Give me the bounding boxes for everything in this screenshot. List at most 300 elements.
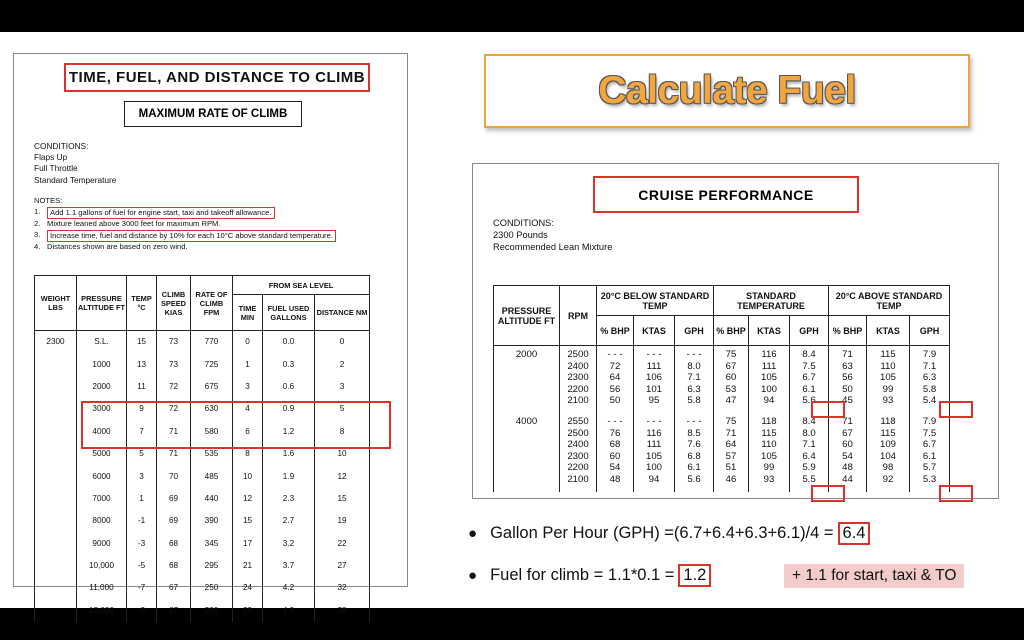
climb-rows-highlight	[81, 401, 391, 449]
table-cell	[560, 413, 597, 492]
table-cell: 2.3	[263, 487, 315, 509]
table-cell: 72	[157, 398, 191, 420]
climb-note-number: 4.	[34, 242, 41, 252]
table-cell: 200	[191, 599, 233, 621]
table-value: 5.7	[922, 462, 937, 474]
slide	[0, 32, 1024, 615]
climb-chart-subtitle: MAXIMUM RATE OF CLIMB	[124, 101, 302, 127]
table-cell	[675, 413, 714, 492]
climb-fuel-formula-text: Fuel for climb = 1.1*0.1 =	[490, 566, 675, 584]
table-cell: 8	[233, 442, 263, 464]
table-value: 111	[646, 360, 662, 372]
table-value: 94	[648, 473, 660, 485]
table-cell: 1	[233, 353, 263, 375]
col-header-gph: GPH	[790, 316, 829, 346]
table-cell: 19	[315, 510, 370, 532]
table-cell: -9	[127, 599, 157, 621]
table-cell: 10	[233, 465, 263, 487]
table-cell	[634, 413, 675, 492]
table-cell: 6000	[77, 465, 127, 487]
table-value: 71	[725, 427, 737, 439]
col-header-ktas: KTAS	[867, 316, 910, 346]
table-value: 72	[609, 360, 621, 372]
bullet-icon: ●	[468, 525, 478, 542]
table-value: 115	[761, 427, 777, 439]
col-header-ktas: KTAS	[634, 316, 675, 346]
table-cell: 15	[233, 510, 263, 532]
table-value: 99	[882, 383, 894, 395]
table-value: 71	[842, 415, 853, 427]
table-cell: -3	[127, 532, 157, 554]
table-cell	[560, 346, 597, 413]
table-cell: 13	[127, 353, 157, 375]
col-header-climb-speed: CLIMB SPEED KIAS	[157, 276, 191, 331]
table-cell	[35, 532, 77, 554]
gph-highlight-above-2000	[939, 401, 973, 418]
table-cell	[35, 510, 77, 532]
table-value: 53	[725, 383, 737, 395]
table-value: 57	[725, 450, 737, 462]
col-header-altitude: PRESSURE ALTITUDE FT	[494, 286, 560, 346]
climb-note-number: 2.	[34, 219, 41, 229]
climb-fuel-formula	[468, 564, 711, 587]
table-value: 109	[879, 439, 896, 451]
table-cell: 1.6	[263, 442, 315, 464]
table-cell: 580	[191, 420, 233, 442]
table-cell: 11,000	[77, 577, 127, 599]
table-cell: 0.0	[263, 331, 315, 353]
climb-notes-label: NOTES:	[34, 196, 63, 205]
table-cell: 17	[233, 532, 263, 554]
table-value: 68	[609, 439, 621, 451]
table-cell: 1.2	[263, 420, 315, 442]
table-cell: 12,000	[77, 599, 127, 621]
table-value: 116	[646, 427, 662, 439]
table-cell: 8	[315, 420, 370, 442]
table-value: 5.5	[802, 473, 816, 485]
table-value: 2550	[567, 415, 589, 427]
table-row	[35, 487, 370, 509]
table-value: - - -	[646, 415, 662, 427]
table-value: 99	[763, 462, 775, 474]
table-cell: 0	[233, 331, 263, 353]
table-value: 50	[842, 383, 853, 395]
table-value: 93	[763, 473, 775, 485]
table-cell: 535	[191, 442, 233, 464]
climb-note-number: 3.	[34, 229, 41, 239]
table-cell: 24	[233, 577, 263, 599]
climb-note	[34, 219, 404, 230]
table-cell	[749, 346, 790, 413]
table-cell: 9	[127, 398, 157, 420]
table-value: 63	[842, 360, 853, 372]
table-value: 7.6	[687, 439, 701, 451]
col-header-bhp: % BHP	[829, 316, 867, 346]
table-cell	[829, 413, 867, 492]
table-value: 48	[609, 473, 621, 485]
table-value: 98	[882, 462, 894, 474]
table-row	[35, 554, 370, 576]
gph-highlight-above-4000	[939, 485, 973, 502]
table-cell	[35, 554, 77, 576]
startup-fuel-note: + 1.1 for start, taxi & TO	[784, 564, 964, 588]
table-value: 64	[609, 372, 621, 384]
table-cell: 2	[315, 353, 370, 375]
table-cell: 21	[233, 554, 263, 576]
table-value: 54	[842, 450, 853, 462]
climb-note-text: Mixture leaned above 3000 feet for maximum RPM.	[47, 219, 221, 229]
table-value: 5.3	[922, 473, 937, 485]
table-value: 101	[645, 383, 662, 395]
table-value: 104	[879, 450, 896, 462]
table-value: 111	[761, 360, 777, 372]
col-group-standard: STANDARD TEMPERATURE	[714, 286, 829, 316]
table-value: 92	[882, 473, 894, 485]
table-row	[35, 375, 370, 397]
table-cell	[35, 442, 77, 464]
table-value: 2300	[567, 372, 589, 384]
table-cell	[35, 599, 77, 621]
table-cell: 11	[127, 375, 157, 397]
table-value: 75	[725, 415, 737, 427]
table-cell: 69	[157, 510, 191, 532]
bullet-icon: ●	[468, 567, 478, 584]
col-header-altitude: PRESSURE ALTITUDE FT	[77, 276, 127, 331]
table-cell: 72	[157, 375, 191, 397]
table-value: 2100	[567, 473, 589, 485]
climb-note	[34, 207, 404, 220]
table-cell: 70	[157, 465, 191, 487]
table-cell: 485	[191, 465, 233, 487]
table-value: 50	[609, 395, 621, 407]
table-value: 105	[645, 450, 662, 462]
table-value: 67	[842, 427, 853, 439]
table-value: - - -	[607, 349, 623, 360]
table-cell: 69	[157, 487, 191, 509]
col-group-from-sea-level: FROM SEA LEVEL	[233, 276, 370, 295]
table-row	[35, 353, 370, 375]
table-value: 46	[725, 473, 737, 485]
table-value: 2400	[567, 360, 589, 372]
col-header-distance: DISTANCE NM	[315, 295, 370, 331]
table-value: 7.1	[687, 372, 701, 384]
table-value: 60	[725, 372, 737, 384]
table-value: 100	[645, 462, 662, 474]
table-value: - - -	[607, 415, 623, 427]
table-cell: 22	[315, 532, 370, 554]
table-value: 56	[609, 383, 621, 395]
table-value: 67	[725, 360, 737, 372]
table-value: - - -	[646, 349, 662, 360]
table-row	[35, 532, 370, 554]
table-cell: 27	[315, 554, 370, 576]
col-header-ktas: KTAS	[749, 316, 790, 346]
table-cell	[35, 398, 77, 420]
table-value: 6.3	[922, 372, 937, 384]
climb-note-text: Increase time, fuel and distance by 10% for each 10°C above standard temperature.	[47, 230, 336, 243]
table-value: 116	[761, 349, 777, 360]
table-value: 44	[842, 473, 853, 485]
table-cell: 3	[315, 375, 370, 397]
table-value: 7.9	[922, 415, 937, 427]
table-value: 8.4	[802, 349, 816, 360]
table-cell: 250	[191, 577, 233, 599]
table-value: 7.1	[922, 360, 937, 372]
table-cell: 0.6	[263, 375, 315, 397]
table-value: 2200	[567, 462, 589, 474]
table-cell: 5	[127, 442, 157, 464]
table-row-group	[494, 346, 950, 413]
table-cell: 1.9	[263, 465, 315, 487]
table-value: 94	[763, 395, 775, 407]
table-cell	[749, 413, 790, 492]
table-cell: 4.9	[263, 599, 315, 621]
table-cell: 2.7	[263, 510, 315, 532]
table-value: 2200	[567, 383, 589, 395]
table-cell: 12	[233, 487, 263, 509]
table-row	[35, 599, 370, 621]
table-value: 48	[842, 462, 853, 474]
table-cell: 15	[315, 487, 370, 509]
table-value: 5.6	[802, 395, 816, 407]
table-row-group	[494, 413, 950, 492]
table-cell: S.L.	[77, 331, 127, 353]
table-cell	[35, 420, 77, 442]
table-value: 93	[882, 395, 894, 407]
gph-formula-text: Gallon Per Hour (GPH) =(6.7+6.4+6.3+6.1)/4 =	[490, 524, 834, 542]
table-cell: 1	[127, 487, 157, 509]
table-cell: 15	[127, 331, 157, 353]
table-cell	[35, 375, 77, 397]
climb-chart-document	[13, 53, 408, 615]
table-value: 5.8	[687, 395, 701, 407]
table-cell: 32	[315, 577, 370, 599]
table-cell: 3000	[77, 398, 127, 420]
table-value: 105	[760, 450, 777, 462]
table-cell: -1	[127, 510, 157, 532]
climb-conditions	[34, 141, 116, 186]
table-cell: 10,000	[77, 554, 127, 576]
table-cell: 390	[191, 510, 233, 532]
table-cell: 5	[315, 398, 370, 420]
table-cell: 4000	[77, 420, 127, 442]
climb-condition-item: Standard Temperature	[34, 174, 117, 185]
table-cell	[675, 346, 714, 413]
table-value: 60	[609, 450, 621, 462]
climb-condition-item: Flaps Up	[34, 152, 68, 163]
table-value: 95	[648, 395, 660, 407]
table-value: 115	[880, 349, 896, 360]
table-value: 5.4	[922, 395, 937, 407]
table-cell: 3.2	[263, 532, 315, 554]
table-value: 2500	[567, 427, 589, 439]
cruise-condition-item: Recommended Lean Mixture	[493, 242, 613, 252]
gph-highlight-std-4000	[811, 485, 845, 502]
table-value: 7.5	[922, 427, 937, 439]
table-value: 8.0	[687, 360, 701, 372]
table-value: 47	[725, 395, 737, 407]
table-value: 106	[645, 372, 662, 384]
table-cell: 630	[191, 398, 233, 420]
table-value: - - -	[686, 349, 702, 360]
table-row	[35, 331, 370, 353]
table-cell: -5	[127, 554, 157, 576]
table-cell	[35, 465, 77, 487]
table-value: 2400	[567, 439, 589, 451]
table-value: 6.7	[802, 372, 816, 384]
table-value: 105	[879, 372, 896, 384]
col-header-gph: GPH	[910, 316, 950, 346]
slide-title: Calculate Fuel	[598, 69, 856, 112]
col-header-rate: RATE OF CLIMB FPM	[191, 276, 233, 331]
climb-note-text: Distances shown are based on zero wind.	[47, 242, 188, 252]
table-cell	[35, 353, 77, 375]
gph-highlight-std-2000	[811, 401, 845, 418]
gph-formula	[468, 522, 870, 545]
table-value: - - -	[686, 415, 702, 427]
cruise-conditions-label: CONDITIONS:	[493, 218, 554, 228]
table-cell: 2000	[77, 375, 127, 397]
climb-note	[34, 230, 404, 243]
table-cell: 7000	[77, 487, 127, 509]
table-cell	[867, 413, 910, 492]
table-value: 71	[842, 349, 853, 360]
table-cell: 8000	[77, 510, 127, 532]
table-value: 110	[761, 439, 777, 451]
table-value: 64	[725, 439, 737, 451]
col-header-weight: WEIGHT LBS	[35, 276, 77, 331]
table-value: 105	[760, 372, 777, 384]
gph-answer: 6.4	[838, 522, 871, 545]
table-value: 56	[842, 372, 853, 384]
col-group-below-standard: 20°C BELOW STANDARD TEMP	[597, 286, 714, 316]
table-cell: 0	[315, 331, 370, 353]
table-cell: 38	[315, 599, 370, 621]
table-value: 7.9	[922, 349, 937, 360]
table-value: 6.1	[687, 462, 701, 474]
table-value: 6.8	[687, 450, 701, 462]
table-value: 5.9	[802, 462, 816, 474]
table-value: 8.0	[802, 427, 816, 439]
table-cell: 345	[191, 532, 233, 554]
col-header-temp: TEMP °C	[127, 276, 157, 331]
col-header-bhp: % BHP	[714, 316, 749, 346]
cruise-table	[493, 285, 950, 492]
cruise-condition-item: 2300 Pounds	[493, 230, 548, 240]
table-value: 76	[609, 427, 621, 439]
climb-fuel-answer: 1.2	[678, 564, 711, 587]
table-cell	[597, 413, 634, 492]
table-cell: 7	[127, 420, 157, 442]
table-cell	[35, 577, 77, 599]
table-cell: 295	[191, 554, 233, 576]
table-value: 118	[761, 415, 777, 427]
col-header-time: TIME MIN	[233, 295, 263, 331]
col-header-gph: GPH	[675, 316, 714, 346]
table-cell: 725	[191, 353, 233, 375]
table-value: 2300	[567, 450, 589, 462]
table-cell: 440	[191, 487, 233, 509]
table-cell: 3	[233, 375, 263, 397]
table-value: 8.4	[802, 415, 816, 427]
table-cell: 9000	[77, 532, 127, 554]
table-value: 110	[880, 360, 896, 372]
table-value: 51	[725, 462, 737, 474]
table-cell: 71	[157, 442, 191, 464]
table-cell: 1000	[77, 353, 127, 375]
table-value: 111	[646, 439, 662, 451]
table-value: 5.8	[922, 383, 937, 395]
table-row	[35, 510, 370, 532]
table-value: 60	[842, 439, 853, 451]
col-header-bhp: % BHP	[597, 316, 634, 346]
table-cell	[910, 413, 950, 492]
table-cell: 67	[157, 599, 191, 621]
table-value: 54	[609, 462, 621, 474]
table-value: 6.7	[922, 439, 937, 451]
table-cell	[714, 413, 749, 492]
table-value: 118	[880, 415, 896, 427]
table-cell: 73	[157, 353, 191, 375]
table-value: 6.4	[802, 450, 816, 462]
table-value: 7.1	[802, 439, 816, 451]
table-value: 115	[880, 427, 896, 439]
cruise-chart-title: CRUISE PERFORMANCE	[593, 176, 859, 213]
table-value: 2100	[567, 395, 589, 407]
table-value: 6.1	[922, 450, 937, 462]
table-cell: 73	[157, 331, 191, 353]
table-value: 100	[760, 383, 777, 395]
table-value: 5.6	[687, 473, 701, 485]
table-cell: 2300	[35, 331, 77, 353]
table-cell	[35, 487, 77, 509]
table-cell: 0.3	[263, 353, 315, 375]
climb-conditions-label: CONDITIONS:	[34, 141, 89, 151]
table-value: 45	[842, 395, 853, 407]
climb-note-number: 1.	[34, 206, 41, 216]
table-cell: 0.9	[263, 398, 315, 420]
table-cell: -7	[127, 577, 157, 599]
table-value: 8.5	[687, 427, 701, 439]
table-cell: 67	[157, 577, 191, 599]
table-cell: 29	[233, 599, 263, 621]
climb-note-text: Add 1.1 gallons of fuel for engine start, taxi and takeoff allowance.	[47, 207, 275, 220]
table-cell	[634, 346, 675, 413]
table-row	[35, 577, 370, 599]
col-header-fuel: FUEL USED GALLONS	[263, 295, 315, 331]
table-cell: 68	[157, 554, 191, 576]
table-cell: 4	[233, 398, 263, 420]
table-cell	[597, 346, 634, 413]
table-cell: 675	[191, 375, 233, 397]
table-cell: 3.7	[263, 554, 315, 576]
col-group-above-standard: 20°C ABOVE STANDARD TEMP	[829, 286, 950, 316]
cruise-chart-document	[472, 163, 999, 499]
table-cell: 3	[127, 465, 157, 487]
climb-chart-title: TIME, FUEL, AND DISTANCE TO CLIMB	[64, 63, 370, 92]
table-cell-altitude: 2000	[494, 346, 560, 413]
table-cell: 6	[233, 420, 263, 442]
table-cell: 12	[315, 465, 370, 487]
climb-note	[34, 242, 404, 253]
table-row	[35, 465, 370, 487]
table-cell	[790, 413, 829, 492]
table-value: 6.1	[802, 383, 816, 395]
table-cell: 4.2	[263, 577, 315, 599]
col-header-rpm: RPM	[560, 286, 597, 346]
table-cell: 10	[315, 442, 370, 464]
table-cell: 5000	[77, 442, 127, 464]
